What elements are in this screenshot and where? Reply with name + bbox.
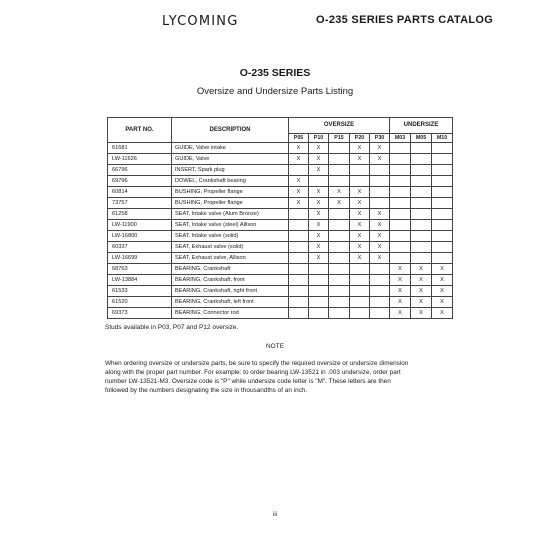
part-number-cell: LW-11626 (108, 154, 172, 165)
size-mark-cell: X (350, 209, 370, 220)
size-mark-cell (289, 165, 309, 176)
size-mark-cell: X (432, 297, 453, 308)
note-body (105, 359, 455, 395)
col-header-m05: M05 (411, 134, 432, 143)
studs-note: Studs available in P03, P07 and P12 oversize. (105, 324, 239, 331)
size-mark-cell (329, 264, 350, 275)
description-cell: BEARING, Connector rod (172, 308, 289, 319)
col-header-p15: P15 (329, 134, 350, 143)
size-mark-cell: X (411, 297, 432, 308)
part-number-cell: 73757 (108, 198, 172, 209)
size-mark-cell (309, 275, 329, 286)
size-mark-cell: X (350, 187, 370, 198)
note-line: followed by the numbers designating the size in thousandths of an inch. (105, 387, 308, 394)
size-mark-cell (309, 264, 329, 275)
size-mark-cell (390, 231, 411, 242)
size-mark-cell (289, 231, 309, 242)
size-mark-cell (309, 308, 329, 319)
size-mark-cell (411, 176, 432, 187)
part-number-cell: 61520 (108, 297, 172, 308)
size-mark-cell (432, 187, 453, 198)
table-row (108, 198, 453, 209)
size-mark-cell (309, 286, 329, 297)
size-mark-cell: X (309, 154, 329, 165)
size-mark-cell (432, 198, 453, 209)
size-mark-cell (390, 220, 411, 231)
table-row (108, 308, 453, 319)
description-cell: BEARING, Crankshaft (172, 264, 289, 275)
size-mark-cell (289, 209, 309, 220)
size-mark-cell (289, 286, 309, 297)
size-mark-cell: X (289, 187, 309, 198)
col-header-m03: M03 (390, 134, 411, 143)
size-mark-cell (411, 231, 432, 242)
size-mark-cell: X (309, 198, 329, 209)
size-mark-cell: X (350, 242, 370, 253)
description-cell: SEAT, Intake valve (solid) (172, 231, 289, 242)
size-mark-cell: X (370, 143, 390, 154)
size-mark-cell: X (289, 154, 309, 165)
size-mark-cell: X (432, 286, 453, 297)
size-mark-cell (289, 264, 309, 275)
size-mark-cell (289, 308, 309, 319)
page-subtitle: Oversize and Undersize Parts Listing (196, 86, 354, 97)
size-mark-cell (370, 264, 390, 275)
description-cell: BEARING, Crankshaft, left front (172, 297, 289, 308)
size-mark-cell (432, 143, 453, 154)
parts-table (107, 117, 453, 319)
size-mark-cell (411, 242, 432, 253)
size-mark-cell (390, 143, 411, 154)
size-mark-cell (390, 209, 411, 220)
size-mark-cell (329, 143, 350, 154)
size-mark-cell: X (350, 253, 370, 264)
description-cell: BUSHING, Propeller flange (172, 198, 289, 209)
size-mark-cell (411, 165, 432, 176)
size-mark-cell (370, 198, 390, 209)
size-mark-cell: X (309, 187, 329, 198)
size-mark-cell (329, 253, 350, 264)
size-mark-cell: X (390, 275, 411, 286)
description-cell: GUIDE, Valve intake (172, 143, 289, 154)
note-line: along with the proper part number. For example: to order bearing LW-13521 in .003 undersize, order part (105, 369, 401, 376)
description-cell: BEARING, Crankshaft, front (172, 275, 289, 286)
part-number-cell: 61533 (108, 286, 172, 297)
size-mark-cell (432, 253, 453, 264)
size-mark-cell (329, 308, 350, 319)
size-mark-cell (329, 165, 350, 176)
size-mark-cell: X (309, 220, 329, 231)
table-row (108, 209, 453, 220)
size-mark-cell: X (390, 297, 411, 308)
size-mark-cell (329, 286, 350, 297)
description-cell: INSERT, Spark plug (172, 165, 289, 176)
size-mark-cell: X (411, 275, 432, 286)
size-mark-cell: X (370, 220, 390, 231)
size-mark-cell (370, 187, 390, 198)
size-mark-cell (350, 297, 370, 308)
size-mark-cell (289, 242, 309, 253)
size-mark-cell (329, 154, 350, 165)
size-mark-cell (350, 176, 370, 187)
size-mark-cell: X (390, 286, 411, 297)
size-mark-cell (390, 176, 411, 187)
size-mark-cell (370, 165, 390, 176)
parts-table-body (108, 143, 453, 319)
description-cell: SEAT, Intake valve (steel) Allison (172, 220, 289, 231)
table-row (108, 264, 453, 275)
size-mark-cell (289, 297, 309, 308)
size-mark-cell (329, 176, 350, 187)
size-mark-cell (289, 275, 309, 286)
size-mark-cell (309, 297, 329, 308)
size-mark-cell (411, 220, 432, 231)
size-mark-cell: X (411, 264, 432, 275)
size-mark-cell: X (390, 308, 411, 319)
note-heading: NOTE (265, 343, 285, 350)
size-mark-cell (390, 154, 411, 165)
size-mark-cell (350, 308, 370, 319)
size-mark-cell (432, 231, 453, 242)
part-number-cell: LW-16800 (108, 231, 172, 242)
size-mark-cell: X (370, 231, 390, 242)
table-row (108, 176, 453, 187)
size-mark-cell: X (370, 209, 390, 220)
description-cell: SEAT, Exhaust valve, Allison (172, 253, 289, 264)
size-mark-cell: X (390, 264, 411, 275)
col-header-m10: M10 (432, 134, 453, 143)
size-mark-cell (370, 275, 390, 286)
part-number-cell: 61258 (108, 209, 172, 220)
table-row (108, 297, 453, 308)
size-mark-cell (390, 198, 411, 209)
size-mark-cell (432, 176, 453, 187)
size-mark-cell: X (309, 165, 329, 176)
col-header-oversize: OVERSIZE (289, 118, 390, 134)
size-mark-cell: X (329, 187, 350, 198)
table-row (108, 220, 453, 231)
col-header-description: DESCRIPTION (172, 118, 289, 143)
size-mark-cell: X (350, 154, 370, 165)
table-row (108, 253, 453, 264)
description-cell: DOWEL, Crankshaft bearing (172, 176, 289, 187)
size-mark-cell: X (329, 198, 350, 209)
table-row (108, 165, 453, 176)
size-mark-cell (390, 253, 411, 264)
size-mark-cell (411, 143, 432, 154)
table-row (108, 143, 453, 154)
size-mark-cell (432, 220, 453, 231)
size-mark-cell: X (289, 198, 309, 209)
size-mark-cell (390, 165, 411, 176)
table-row (108, 187, 453, 198)
size-mark-cell: X (289, 143, 309, 154)
size-mark-cell (350, 275, 370, 286)
size-mark-cell (329, 242, 350, 253)
col-header-p20: P20 (350, 134, 370, 143)
size-mark-cell (432, 165, 453, 176)
col-header-p05: P05 (289, 134, 309, 143)
page-number: iii (273, 512, 277, 518)
size-mark-cell: X (370, 242, 390, 253)
size-mark-cell: X (350, 198, 370, 209)
size-mark-cell (411, 198, 432, 209)
size-mark-cell (432, 242, 453, 253)
size-mark-cell: X (309, 242, 329, 253)
table-row (108, 286, 453, 297)
part-number-cell: 69373 (108, 308, 172, 319)
description-cell: BUSHING, Propeller flange (172, 187, 289, 198)
size-mark-cell: X (370, 154, 390, 165)
col-header-undersize: UNDERSIZE (390, 118, 453, 134)
description-cell: BEARING, Crankshaft, right front (172, 286, 289, 297)
part-number-cell: LW-13884 (108, 275, 172, 286)
size-mark-cell (432, 154, 453, 165)
description-cell: GUIDE, Valve (172, 154, 289, 165)
size-mark-cell: X (309, 143, 329, 154)
size-mark-cell (411, 187, 432, 198)
size-mark-cell (411, 209, 432, 220)
note-line: When ordering oversize or undersize parts, be sure to specify the required oversize or undersize dimension (105, 360, 409, 367)
note-line: number LW-13521-M3. Oversize code is "P" while undersize code letter is "M". These letters are then (105, 378, 391, 385)
size-mark-cell: X (432, 308, 453, 319)
size-mark-cell: X (309, 209, 329, 220)
size-mark-cell: X (350, 143, 370, 154)
table-row (108, 275, 453, 286)
size-mark-cell: X (411, 308, 432, 319)
size-mark-cell (329, 275, 350, 286)
size-mark-cell: X (289, 176, 309, 187)
col-header-part-no: PART NO. (108, 118, 172, 143)
table-row (108, 154, 453, 165)
part-number-cell: 66796 (108, 165, 172, 176)
size-mark-cell (350, 165, 370, 176)
table-row (108, 242, 453, 253)
size-mark-cell: X (309, 231, 329, 242)
size-mark-cell: X (350, 231, 370, 242)
description-cell: SEAT, Intake valve (Alum Bronze) (172, 209, 289, 220)
size-mark-cell (329, 297, 350, 308)
size-mark-cell (350, 286, 370, 297)
table-row (108, 231, 453, 242)
size-mark-cell: X (370, 253, 390, 264)
size-mark-cell (390, 242, 411, 253)
size-mark-cell (370, 176, 390, 187)
size-mark-cell: X (432, 275, 453, 286)
size-mark-cell: X (350, 220, 370, 231)
size-mark-cell: X (411, 286, 432, 297)
part-number-cell: 68763 (108, 264, 172, 275)
size-mark-cell (309, 176, 329, 187)
size-mark-cell (370, 308, 390, 319)
part-number-cell: 61681 (108, 143, 172, 154)
size-mark-cell (329, 220, 350, 231)
size-mark-cell: X (309, 253, 329, 264)
part-number-cell: 60814 (108, 187, 172, 198)
size-mark-cell (289, 253, 309, 264)
size-mark-cell (370, 297, 390, 308)
col-header-p10: P10 (309, 134, 329, 143)
brand-header: LYCOMING (162, 14, 239, 29)
size-mark-cell (370, 286, 390, 297)
part-number-cell: LW-11900 (108, 220, 172, 231)
description-cell: SEAT, Exhaust valve (solid) (172, 242, 289, 253)
size-mark-cell (329, 231, 350, 242)
catalog-header: O-235 SERIES PARTS CATALOG (316, 14, 494, 26)
size-mark-cell (432, 209, 453, 220)
part-number-cell: LW-16699 (108, 253, 172, 264)
part-number-cell: 69796 (108, 176, 172, 187)
part-number-cell: 60337 (108, 242, 172, 253)
size-mark-cell (411, 154, 432, 165)
size-mark-cell (350, 264, 370, 275)
size-mark-cell (411, 253, 432, 264)
size-mark-cell (289, 220, 309, 231)
size-mark-cell: X (432, 264, 453, 275)
col-header-p30: P30 (370, 134, 390, 143)
size-mark-cell (329, 209, 350, 220)
page-title: O-235 SERIES (239, 67, 311, 79)
size-mark-cell (390, 187, 411, 198)
